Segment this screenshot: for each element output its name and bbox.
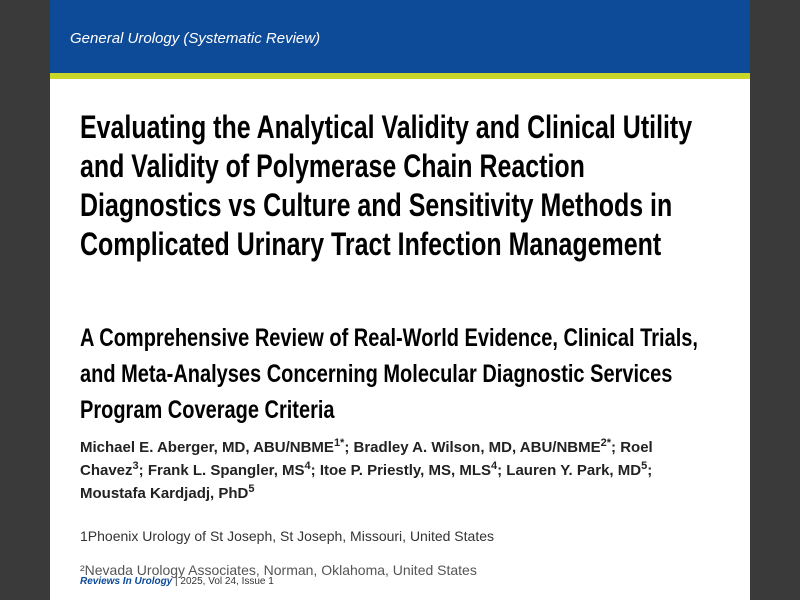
author-affiliation-marker: 2* bbox=[600, 437, 612, 449]
author-list: Michael E. Aberger, MD, ABU/$NBME^{1*}$; Bradley A. Wilson, MD, ABU/$NBME^{2*}$; Roel Chavez$^3$; Frank L. Spangler, $MS^4$; Itoe P. Priestly, MS, MLS$^4$; Lauren Y. Park, $MD^5$; Moustafa Kardjadj, PhD$^5$ bbox=[80, 437, 653, 502]
article-title: Evaluating the Analytical Validity and Clinical Utility and Validity of Polymerase Chain Reaction Diagnostics vs Culture and Sensitivity Methods in Complicated Urinary Tract Infection Management bbox=[80, 109, 693, 262]
affiliation-2 bbox=[80, 558, 720, 578]
accent-divider bbox=[50, 73, 750, 79]
author-affiliation-marker: 4 bbox=[304, 460, 311, 472]
author-name: Moustafa Kardjadj, PhD bbox=[80, 485, 249, 502]
author-affiliation-marker: 1* bbox=[333, 437, 345, 449]
author-affiliation-marker: 5 bbox=[248, 483, 255, 495]
author-name: Bradley A. Wilson, MD, ABU/NBME bbox=[353, 439, 601, 456]
author-name: Itoe P. Priestly, MS, MLS bbox=[319, 462, 491, 479]
author-affiliation-marker: 3 bbox=[132, 460, 139, 472]
author-affiliation-marker: 5 bbox=[641, 460, 648, 472]
author-name: Michael E. Aberger, MD, ABU/NBME bbox=[80, 439, 334, 456]
author-name: Lauren Y. Park, MD bbox=[506, 462, 642, 479]
author-name: Roel Chavez bbox=[80, 439, 653, 479]
journal-name[interactable]: Reviews In Urology bbox=[80, 576, 173, 587]
issue-info: | 2025, Vol 24, Issue 1 bbox=[172, 576, 274, 587]
author-name: Frank L. Spangler, MS bbox=[147, 462, 305, 479]
affiliation-1: 1Phoenix Urology of St Joseph, St Joseph, Missouri, United States bbox=[80, 528, 494, 544]
section-label: General Urology (Systematic Review) bbox=[70, 30, 321, 47]
article-page bbox=[50, 0, 750, 600]
page-footer bbox=[80, 576, 274, 587]
article-subtitle: A Comprehensive Review of Real-World Evidence, Clinical Trials, and Meta-Analyses Concerning Molecular Diagnostic Services Program Coverage Criteria bbox=[80, 324, 698, 424]
section-banner bbox=[50, 0, 750, 73]
author-affiliation-marker: 4 bbox=[491, 460, 498, 472]
affiliation-2-text: ²Nevada Urology Associates, Norman, Oklahoma, United States bbox=[80, 562, 477, 578]
